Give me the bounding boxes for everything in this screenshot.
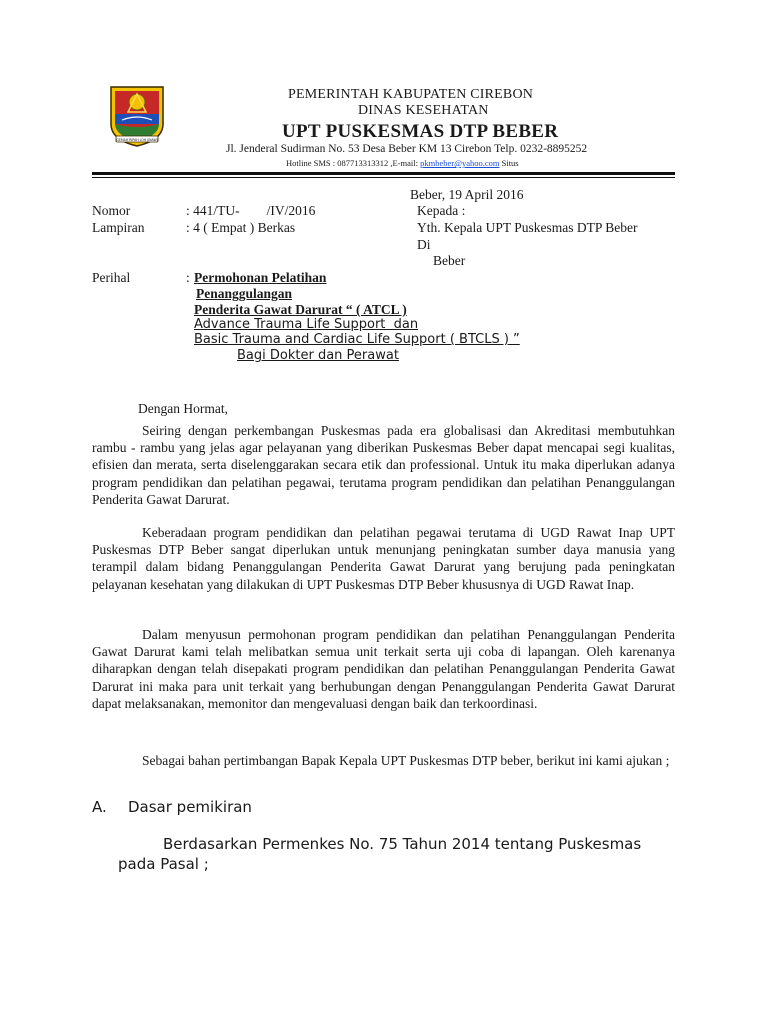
perihal-line-3: Penderita Gawat Darurat “ ( ATCL ) bbox=[194, 302, 407, 317]
lampiran-label: Lampiran bbox=[92, 220, 145, 235]
perihal-line-4: Advance Trauma Life Support dan bbox=[194, 317, 419, 332]
header-government: PEMERINTAH KABUPATEN CIREBON bbox=[288, 87, 534, 102]
site-label: Situs bbox=[499, 158, 519, 168]
section-a-heading bbox=[92, 798, 252, 816]
paragraph-3: Dalam menyusun permohonan program pendidikan dan pelatihan Penanggulangan Penderita Gawat Darurat kami telah melibatkan semua unit terkait serta uji coba di lapangan. Oleh karenanya diharapkan dengan telah disepakati program pendidikan dan pelatihan Penanggulangan Penderita Gawat Darurat ini maka para unit terkait yang berhubungan dengan Penanggulangan Penderita Gawat Darurat dapat melaksanakan, memonitor dan mengevaluasi dengan baik dan terkoordinasi. bbox=[92, 627, 675, 711]
paragraph-1: Seiring dengan perkembangan Puskesmas pada era globalisasi dan Akreditasi membutuhkan rambu - rambu yang jelas agar pelayanan yang diberikan Puskesmas Beber dapat mencapai segi kualitas, efisien dan merata, serta diselenggarakan secara etik dan professional. Untuk itu maka diperlukan adanya program pendidikan dan pelatihan pegawai, terutama program pendidikan dan pelatihan Penanggulangan Penderita Gawat Darurat. bbox=[92, 423, 675, 507]
perihal-label: Perihal bbox=[92, 270, 131, 285]
perihal-line-6: Bagi Dokter dan Perawat bbox=[237, 348, 399, 363]
recipient-di: Di bbox=[417, 237, 431, 252]
section-a-number: A. bbox=[92, 798, 107, 816]
emblem-motto: GEMAH RIPAH LOH JINAWI bbox=[116, 137, 158, 142]
header-institution: UPT PUSKESMAS DTP BEBER bbox=[282, 121, 559, 142]
greeting: Dengan Hormat, bbox=[138, 401, 228, 416]
header-divider-thin bbox=[92, 177, 675, 178]
header-department: DINAS KESEHATAN bbox=[358, 103, 489, 118]
header-address: Jl. Jenderal Sudirman No. 53 Desa Beber KM 13 Cirebon Telp. 0232-8895252 bbox=[226, 143, 588, 155]
nomor-label: Nomor bbox=[92, 203, 131, 218]
perihal-line-1: Permohonan Pelatihan bbox=[194, 270, 327, 285]
paragraph-4: Sebagai bahan pertimbangan Bapak Kepala UPT Puskesmas DTP beber, berikut ini kami ajukan ; bbox=[142, 753, 670, 768]
perihal-line-5: Basic Trauma and Cardiac Life Support ( BTCLS ) ” bbox=[194, 332, 520, 347]
kepada-label: Kepada : bbox=[417, 203, 466, 218]
letter-date: Beber, 19 April 2016 bbox=[410, 187, 524, 202]
header-divider-thick bbox=[92, 172, 675, 175]
perihal-line-2: Penanggulangan bbox=[196, 286, 293, 301]
cirebon-regency-emblem-icon bbox=[108, 84, 166, 148]
lampiran-value: : 4 ( Empat ) Berkas bbox=[186, 220, 296, 235]
recipient: Yth. Kepala UPT Puskesmas DTP Beber bbox=[417, 220, 638, 235]
perihal-colon: : bbox=[186, 270, 190, 285]
email-link[interactable]: pkmbeber@yahoo.com bbox=[420, 158, 500, 168]
section-a-title: Dasar pemikiran bbox=[128, 798, 252, 816]
recipient-place: Beber bbox=[433, 253, 466, 268]
paragraph-2: Keberadaan program pendidikan dan pelatihan pegawai terutama di UGD Rawat Inap UPT Puskesmas DTP Beber sangat diperlukan untuk menunjang peningkatan sumber daya manusia yang terampil dalam bidang Penanggulangan Penderita Gawat Darurat yang berujung pada peningkatan pelayanan kesehatan yang dilakukan di UPT Puskesmas DTP Beber khususnya di UGD Rawat Inap. bbox=[92, 525, 675, 592]
header-hotline bbox=[286, 158, 519, 168]
nomor-value: : 441/TU- /IV/2016 bbox=[186, 203, 316, 218]
hotline-text: Hotline SMS : 087713313312 ,E-mail: bbox=[286, 158, 421, 168]
paragraph-5: Berdasarkan Permenkes No. 75 Tahun 2014 tentang Puskesmas pada Pasal ; bbox=[118, 835, 642, 873]
